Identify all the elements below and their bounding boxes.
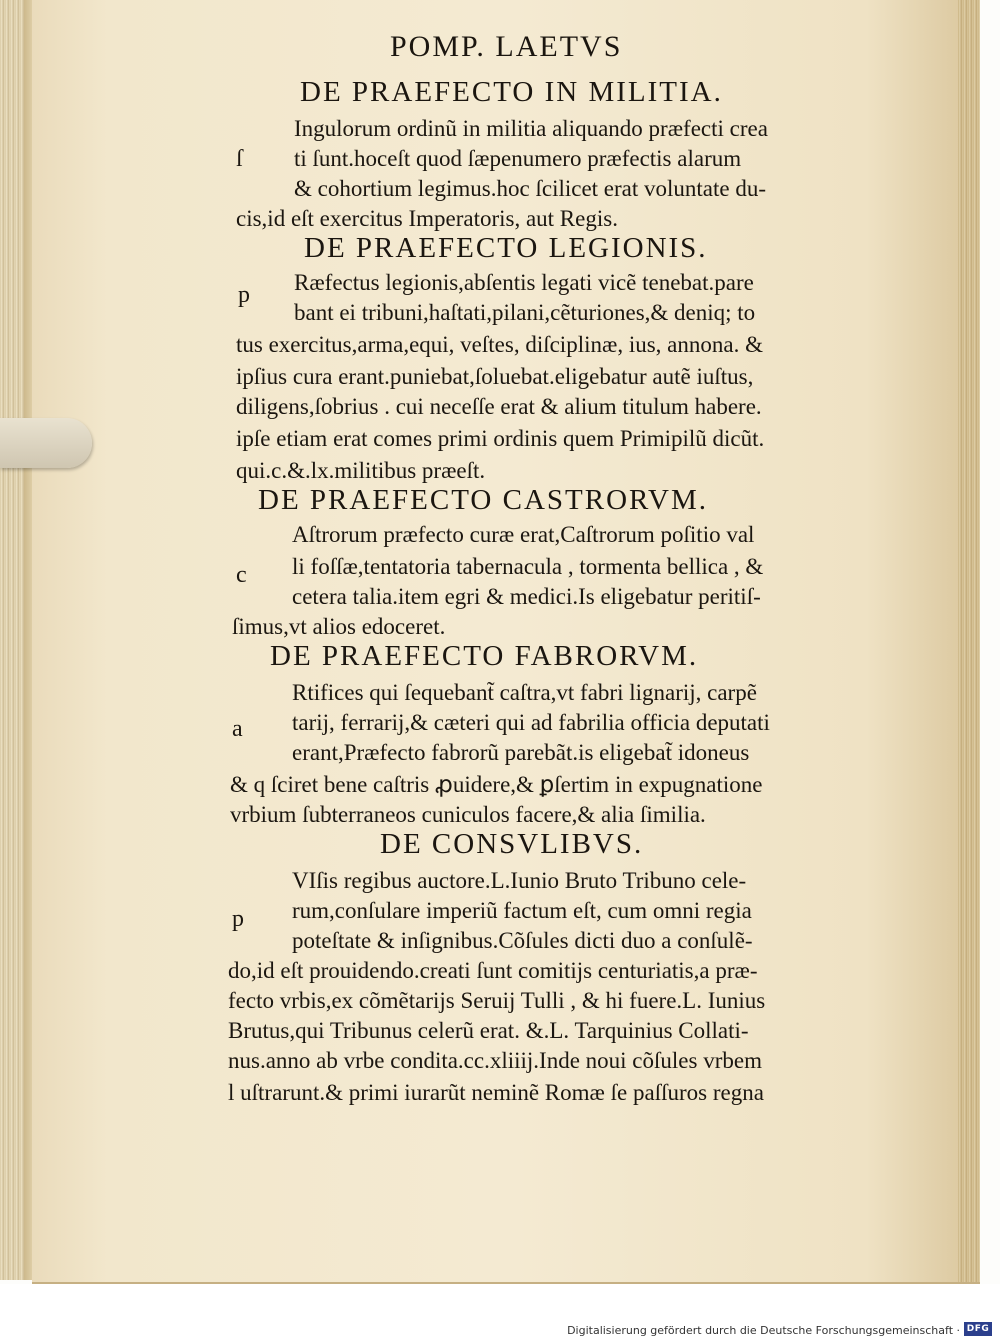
initial-guide-letter: p	[232, 906, 244, 932]
text-line: poteſtate & inſignibus.Cõſules dicti duo a conſulẽ-	[292, 928, 753, 953]
section-heading: DE PRAEFECTO IN MILITIA.	[300, 76, 723, 108]
section-heading: DE CONSVLIBVS.	[380, 828, 644, 860]
text-line: ipſe etiam erat comes primi ordinis quem Primipilũ dicũt.	[236, 426, 765, 451]
text-line: cetera talia.item egri & medici.Is eligebatur peritiſ-	[292, 584, 761, 609]
text-line: & q ſciret bene caſtris ꝓuidere,& ꝑſertim in expugnatione	[230, 772, 763, 797]
text-line: ſimus,vt alios edoceret.	[232, 614, 446, 639]
text-line: do,id eſt prouidendo.creati ſunt comitijs centuriatis,a præ-	[228, 958, 758, 983]
text-line: ti ſunt.hoceſt quod ſæpenumero præfectis alarum	[294, 146, 742, 171]
text-line: Rtifices qui ſequebant̃ caſtra,vt fabri lignarij, carpẽ	[292, 680, 757, 705]
initial-guide-letter: p	[238, 282, 250, 308]
text-line: Ræfectus legionis,abſentis legati vicẽ tenebat.pare	[294, 270, 754, 295]
text-line: VIſis regibus auctore.L.Iunio Bruto Tribuno cele-	[292, 868, 747, 893]
text-line: & cohortium legimus.hoc ſcilicet erat voluntate du-	[294, 176, 767, 201]
text-line: Brutus,qui Tribunus celerũ erat. &.L. Tarquinius Collati-	[228, 1018, 749, 1043]
text-line: fecto vrbis,ex cõmẽtarijs Seruij Tulli , & hi fuere.L. Iunius	[228, 988, 766, 1013]
text-line: nus.anno ab vrbe condita.cc.xliiij.Inde noui cõſules vrbem	[228, 1048, 762, 1073]
section-heading: DE PRAEFECTO FABRORVM.	[270, 640, 699, 672]
text-line: tus exercitus,arma,equi, veſtes, diſciplinæ, ius, annona. &	[236, 332, 763, 357]
text-line: l uſtrarunt.& primi iurarũt neminẽ Romæ ſe paſſuros regna	[228, 1080, 764, 1105]
section-heading: DE PRAEFECTO CASTRORVM.	[258, 484, 709, 516]
text-line: rum,conſulare imperiũ factum eſt, cum omni regia	[292, 898, 752, 923]
text-line: li foſſæ,tentatoria tabernacula , tormenta bellica , &	[292, 554, 764, 579]
dfg-logo-icon: DFG	[964, 1322, 992, 1336]
initial-guide-letter: a	[232, 716, 243, 742]
text-line: vrbium ſubterraneos cuniculos facere,& alia ſimilia.	[230, 802, 706, 827]
text-line: tarij, ferrarij,& cæteri qui ad fabrilia officia deputati	[292, 710, 770, 735]
text-line: diligens,ſobrius . cui neceſſe erat & alium titulum habere.	[236, 394, 762, 419]
text-line: erant,Præfecto fabrorũ parebãt.is eligebat̃ idoneus	[292, 740, 750, 765]
section-heading: DE PRAEFECTO LEGIONIS.	[304, 232, 708, 264]
text-line: cis,id eſt exercitus Imperatoris, aut Regis.	[236, 206, 618, 231]
initial-guide-letter: c	[236, 562, 247, 588]
running-head: POMP. LAETVS	[390, 30, 623, 63]
text-line: qui.c.&.lx.militibus præeſt.	[236, 458, 486, 483]
text-line: Aſtrorum præfecto curæ erat,Caſtrorum poſitio val	[292, 522, 755, 547]
text-line: bant ei tribuni,haſtati,pilani,cẽturiones,& deniq; to	[294, 300, 756, 325]
text-line: ipſius cura erant.puniebat,ſoluebat.eligebatur autẽ iuſtus,	[236, 364, 754, 389]
text-line: Ingulorum ordinũ in militia aliquando præfecti crea	[294, 116, 768, 141]
initial-guide-letter: ſ	[236, 146, 243, 172]
digitization-credit: Digitalisierung gefördert durch die Deutsche Forschungsgemeinschaft ·	[567, 1324, 960, 1337]
